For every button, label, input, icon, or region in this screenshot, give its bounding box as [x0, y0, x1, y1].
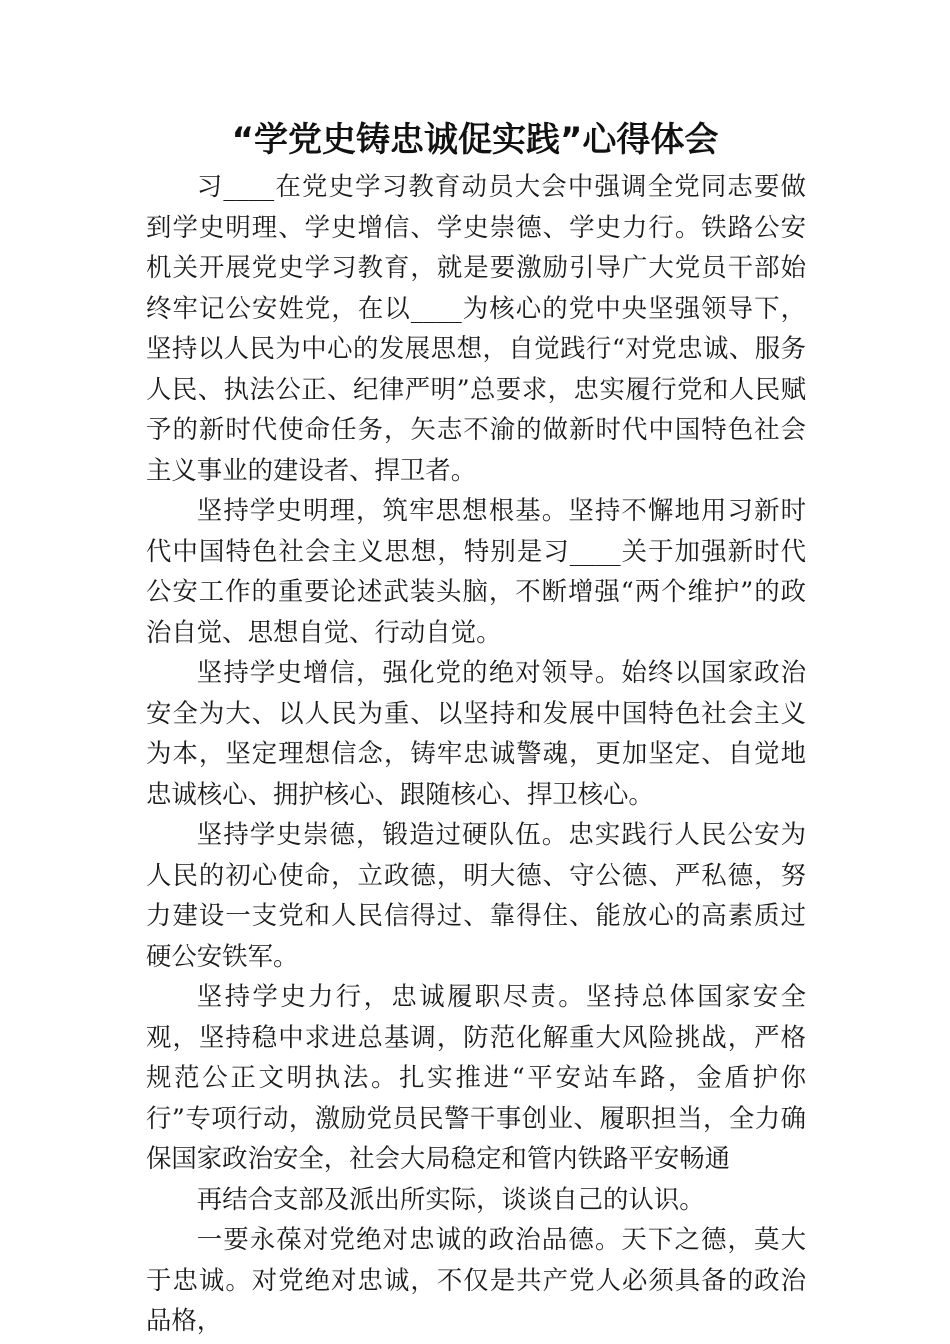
paragraph-learn-history-faith: 坚持学史增信，强化党的绝对领导。始终以国家政治安全为大、以人民为重、以坚持和发展中国特色社会主义为本，坚定理想信念，铸牢忠诚警魂，更加坚定、自觉地忠诚核心、拥护核心、跟随核心、捍卫核心。: [146, 657, 806, 809]
paragraph-transition: 再结合支部及派出所实际，谈谈自己的认识。: [196, 1183, 705, 1214]
paragraph-learn-history-practice: 坚持学史力行，忠诚履职尽责。坚持总体国家安全观，坚持稳中求进总基调，防范化解重大风险挑战，严格规范公正文明执法。扎实推进“平安站车路，金盾护你行”专项行动，激励党员民警干事创业、履职担当，全力确保国家政治安全，社会大局稳定和管内铁路平安畅通: [146, 981, 806, 1173]
paragraph-learn-history-virtue: 坚持学史崇德，锻造过硬队伍。忠实践行人民公安为人民的初心使命，立政德，明大德、守公德、严私德，努力建设一支党和人民信得过、靠得住、能放心的高素质过硬公安铁军。: [146, 819, 806, 971]
paragraph-learn-history-reason: 坚持学史明理，筑牢思想根基。坚持不懈地用习新时代中国特色社会主义思想，特别是习____关于加强新时代公安工作的重要论述武装头脑，不断增强“两个维护”的政治自觉、思想自觉、行动自觉。: [146, 495, 806, 647]
paragraph-intro: 习____在党史学习教育动员大会中强调全党同志要做到学史明理、学史增信、学史崇德、学史力行。铁路公安机关开展党史学习教育，就是要激励引导广大党员干部始终牢记公安姓党，在以____为核心的党中央坚强领导下，坚持以人民为中心的发展思想，自觉践行“对党忠诚、服务人民、执法公正、纪律严明”总要求，忠实履行党和人民赋予的新时代使命任务，矢志不渝的做新时代中国特色社会主义事业的建设者、捍卫者。: [146, 171, 806, 485]
document-title: “学党史铸忠诚促实践”心得体会: [231, 120, 719, 160]
paragraph-loyalty: 一要永葆对党绝对忠诚的政治品德。天下之德，莫大于忠诚。对党绝对忠诚，不仅是共产党人必须具备的政治品格，: [146, 1224, 806, 1335]
document-body: [146, 166, 806, 1341]
